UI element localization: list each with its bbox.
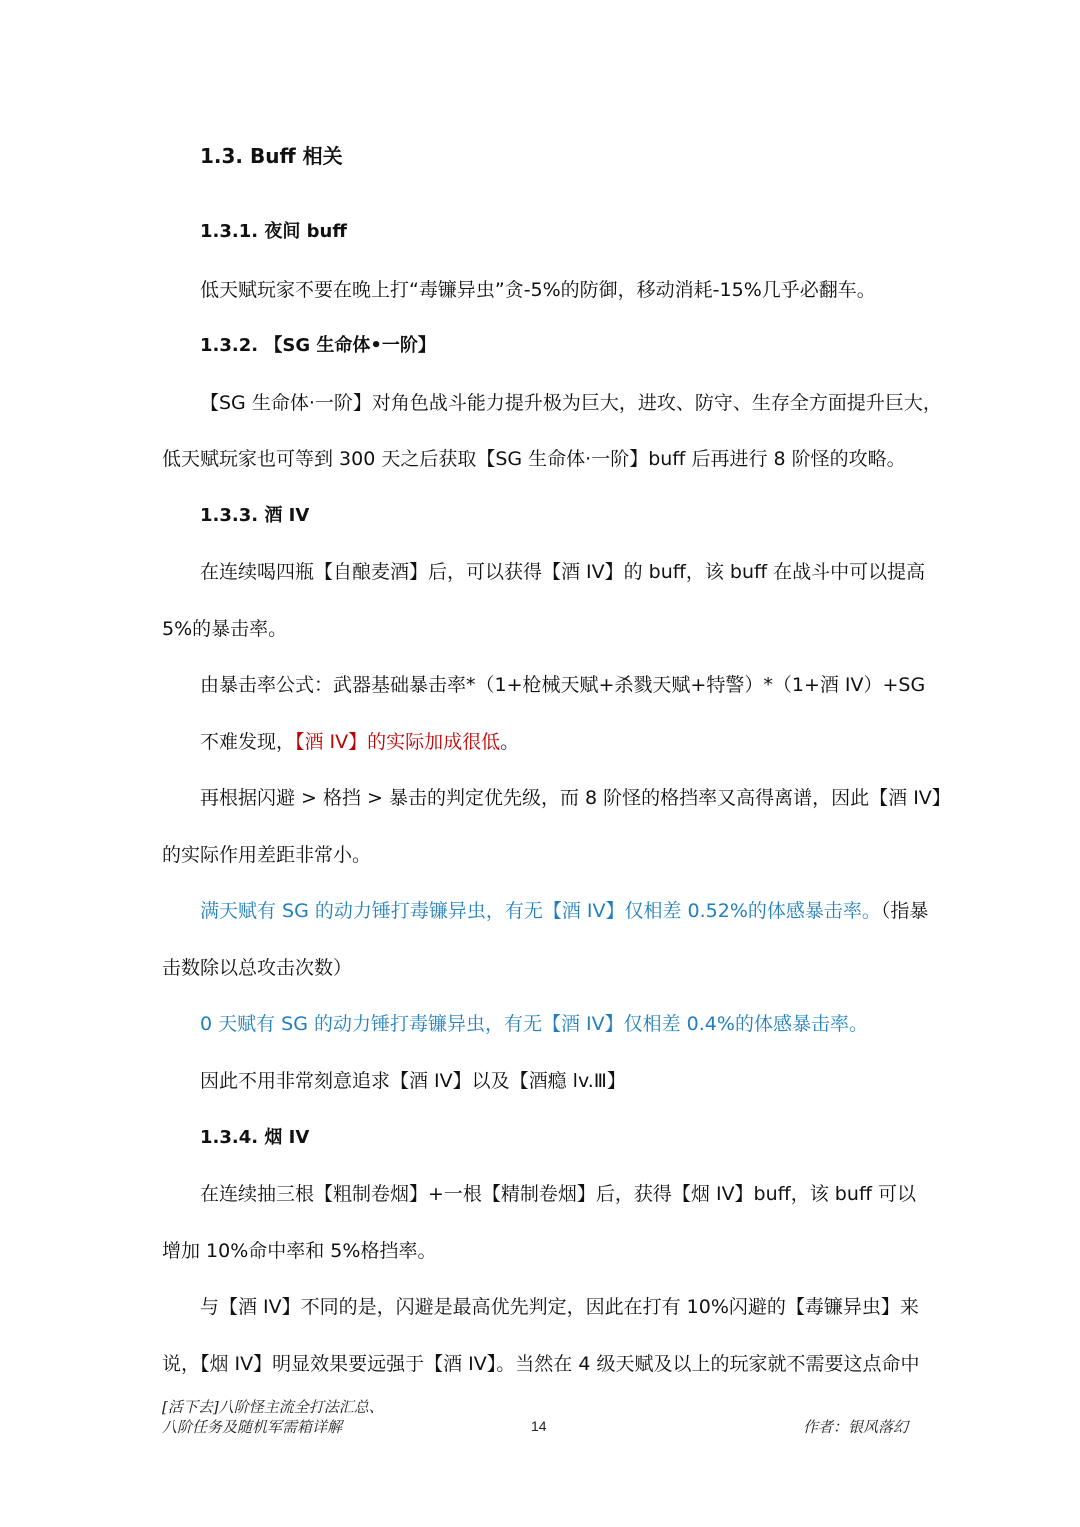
wine-p3-prefix: 不难发现， <box>200 731 296 753</box>
wine-p1-line1: 在连续喝四瓶【自酿麦酒】后，可以获得【酒 IV】的 buff，该 buff 在战斗中可以提高 <box>200 561 926 583</box>
wine-p1-line2: 5%的暴击率。 <box>162 618 288 640</box>
footer-title-line2: 八阶任务及随机军需箱详解 <box>162 1418 343 1436</box>
wine-p3-suffix: 。 <box>500 731 520 753</box>
wine-p6: 0 天赋有 SG 的动力锤打毒镰异虫，有无【酒 IV】仅相差 0.4%的体感暴击率。 <box>200 1013 868 1035</box>
wine-p5-rest: （指暴 <box>880 900 929 922</box>
footer-author: 作者：银风落幻 <box>803 1418 909 1436</box>
smoke-p1-line2: 增加 10%命中率和 5%格挡率。 <box>162 1240 437 1262</box>
wine-p3 <box>200 729 519 755</box>
smoke-p2-line1: 与【酒 IV】不同的是，闪避是最高优先判定，因此在打有 10%闪避的【毒镰异虫】来 <box>200 1296 919 1318</box>
wine-formula: 由暴击率公式：武器基础暴击率*（1+枪械天赋+杀戮天赋+特警）*（1+酒 IV）+SG <box>200 674 926 696</box>
section-heading: 1.3. Buff 相关 <box>200 144 343 168</box>
wine-p7: 因此不用非常刻意追求【酒 IV】以及【酒瘾 lv.Ⅲ】 <box>200 1070 626 1092</box>
wine-p4-line1: 再根据闪避 > 格挡 > 暴击的判定优先级，而 8 阶怪的格挡率又高得离谱，因此【酒 IV】 <box>200 787 951 809</box>
wine-p5-highlight: 满天赋有 SG 的动力锤打毒镰异虫，有无【酒 IV】仅相差 0.52%的体感暴击率。 <box>200 900 881 922</box>
night-buff-paragraph: 低天赋玩家不要在晚上打“毒镰异虫”贪-5%的防御，移动消耗-15%几乎必翻车。 <box>200 279 876 301</box>
night-buff-heading: 1.3.1. 夜间 buff <box>200 221 347 242</box>
sg-paragraph-line2: 低天赋玩家也可等到 300 天之后获取【SG 生命体·一阶】buff 后再进行 8 阶怪的攻略。 <box>162 448 906 470</box>
footer-title-line1: [活下去]八阶怪主流全打法汇总、 <box>162 1398 384 1416</box>
smoke-p2-line2: 说，【烟 IV】明显效果要远强于【酒 IV】。当然在 4 级天赋及以上的玩家就不需要这点命中 <box>162 1353 920 1375</box>
wine-p5-line2: 击数除以总攻击次数） <box>162 957 353 979</box>
wine-p3-highlight: 【酒 IV】的实际加成很低 <box>295 731 501 753</box>
sg-heading: 1.3.2. 【SG 生命体•一阶】 <box>200 335 436 356</box>
smoke-p1-line1: 在连续抽三根【粗制卷烟】+一根【精制卷烟】后，获得【烟 IV】buff，该 buff 可以 <box>200 1183 917 1205</box>
sg-paragraph-line1: 【SG 生命体·一阶】对角色战斗能力提升极为巨大，进攻、防守、生存全方面提升巨大， <box>200 392 942 414</box>
smoke-heading: 1.3.4. 烟 IV <box>200 1127 310 1148</box>
page-number: 14 <box>531 1418 547 1434</box>
wine-heading: 1.3.3. 酒 IV <box>200 505 310 526</box>
footer-document-title <box>162 1397 384 1437</box>
wine-p5-line1 <box>200 898 928 924</box>
wine-p4-line2: 的实际作用差距非常小。 <box>162 844 372 866</box>
